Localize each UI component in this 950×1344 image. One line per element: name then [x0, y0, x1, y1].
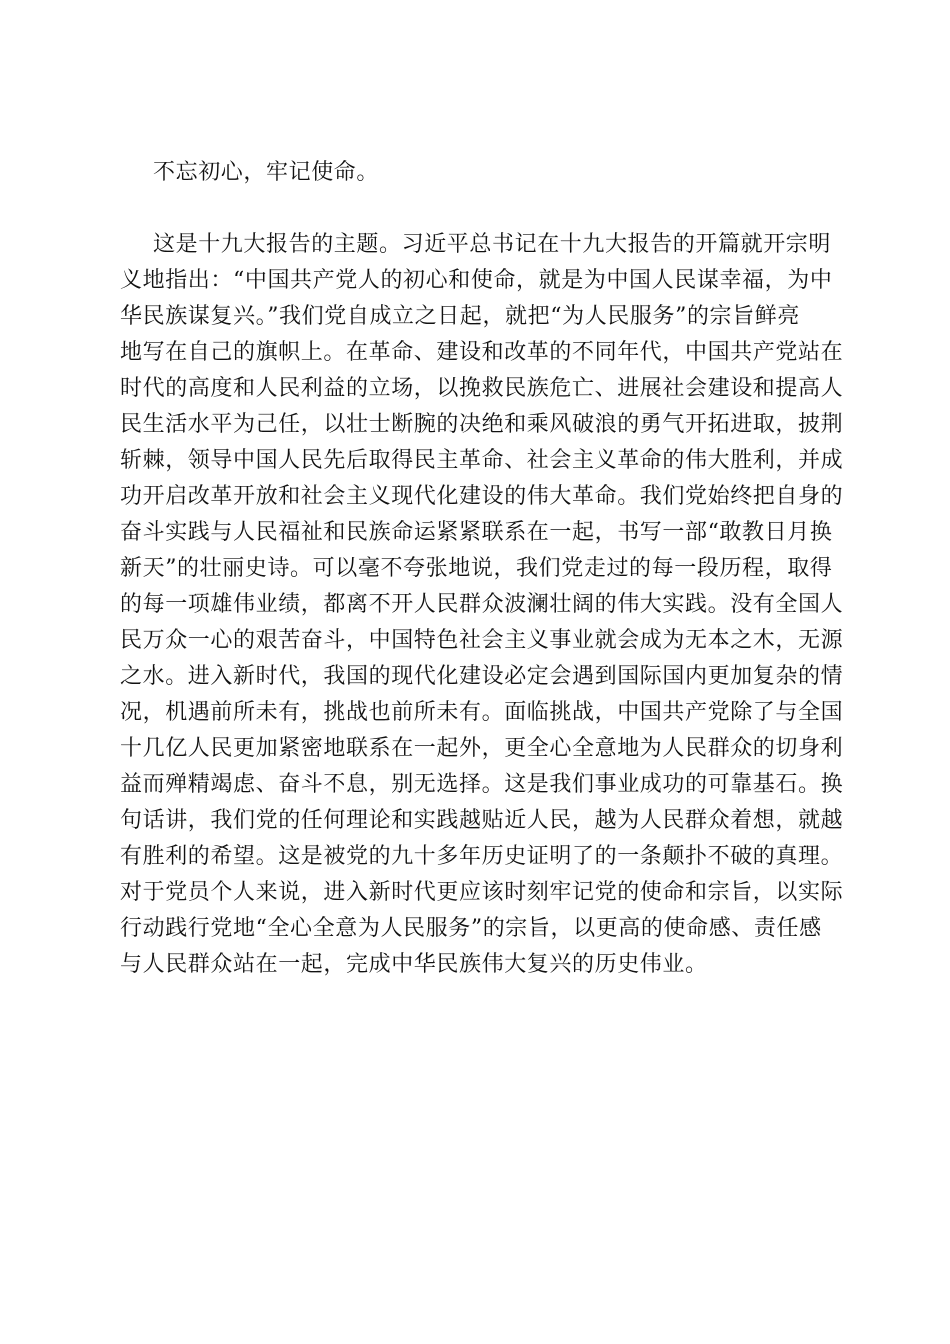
paragraph-line: 新天”的壮丽史诗。可以毫不夸张地说，我们党走过的每一段历程，取得	[120, 556, 833, 581]
paragraph-line: 时代的高度和人民利益的立场，以挽救民族危亡、进展社会建设和提高人	[120, 376, 844, 401]
paragraph-line: 况，机遇前所未有，挑战也前所未有。面临挑战，中国共产党除了与全国	[120, 700, 844, 725]
paragraph-line: 十几亿人民更加紧密地联系在一起外，更全心全意地为人民群众的切身利	[120, 736, 844, 761]
paragraph-line: 民生活水平为己任，以壮士断腕的决绝和乘风破浪的勇气开拓进取，披荆	[120, 412, 844, 437]
paragraph-line: 奋斗实践与人民福祉和民族命运紧紧联系在一起，书写一部“敢教日月换	[120, 520, 833, 545]
paragraph-line: 对于党员个人来说，进入新时代更应该时刻牢记党的使命和宗旨，以实际	[120, 880, 844, 905]
paragraph-line: 华民族谋复兴。”我们党自成立之日起，就把“为人民服务”的宗旨鲜亮	[120, 304, 800, 329]
paragraph-line: 句话讲，我们党的任何理论和实践越贴近人民，越为人民群众着想，就越	[120, 808, 844, 833]
paragraph-line: 斩棘，领导中国人民先后取得民主革命、社会主义革命的伟大胜利，并成	[120, 448, 844, 473]
paragraph-line: 地写在自己的旗帜上。在革命、建设和改革的不同年代，中国共产党站在	[120, 340, 844, 365]
paragraph-line: 功开启改革开放和社会主义现代化建设的伟大革命。我们党始终把自身的	[120, 484, 844, 509]
paragraph-line: 有胜利的希望。这是被党的九十多年历史证明了的一条颠扑不破的真理。	[120, 844, 844, 869]
heading-line: 不忘初心，牢记使命。	[153, 160, 380, 185]
paragraph-line: 民万众一心的艰苦奋斗，中国特色社会主义事业就会成为无本之木，无源	[120, 628, 844, 653]
paragraph-line: 与人民群众站在一起，完成中华民族伟大复兴的历史伟业。	[120, 952, 708, 977]
paragraph-line: 的每一项雄伟业绩，都离不开人民群众波澜壮阔的伟大实践。没有全国人	[120, 592, 844, 617]
paragraph-line: 这是十九大报告的主题。习近平总书记在十九大报告的开篇就开宗明	[153, 232, 832, 257]
paragraph-line: 行动践行党地“全心全意为人民服务”的宗旨，以更高的使命感、责任感	[120, 916, 822, 941]
paragraph-line: 之水。进入新时代，我国的现代化建设必定会遇到国际国内更加复杂的情	[120, 664, 844, 689]
paragraph-line: 义地指出：“中国共产党人的初心和使命，就是为中国人民谋幸福，为中	[120, 268, 833, 293]
paragraph-line: 益而殚精竭虑、奋斗不息，别无选择。这是我们事业成功的可靠基石。换	[120, 772, 844, 797]
